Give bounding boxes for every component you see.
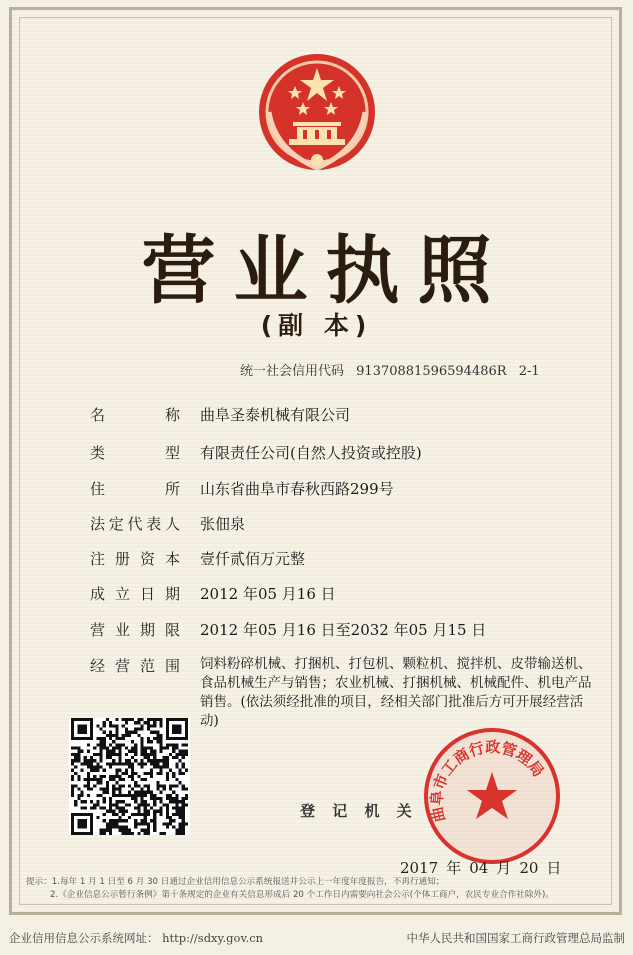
field-label-scope: 经营范围: [90, 657, 180, 675]
field-label-address: 住 所: [90, 480, 180, 498]
qr-code: [69, 718, 190, 835]
field-value-name: 曲阜圣泰机械有限公司: [200, 406, 351, 424]
field-label-capital: 注册资本: [90, 550, 180, 568]
issue-month-unit: 月: [496, 859, 512, 877]
note-line-1: 提示：1.每年 1 月 1 日至 6 月 30 日通过企业信用信息公示系统报送并公示上一年度年度报告，不再行通知；: [26, 877, 445, 887]
field-label-name: 名 称: [90, 406, 180, 424]
national-emblem-icon: [255, 50, 379, 174]
field-value-type: 有限责任公司(自然人投资或控股): [200, 444, 422, 462]
field-label-legal-rep: 法定代表人: [90, 515, 180, 533]
field-value-address: 山东省曲阜市春秋西路299号: [200, 480, 394, 498]
copy-number: 2-1: [518, 364, 540, 379]
field-value-capital: 壹仟贰佰万元整: [200, 550, 306, 568]
seal-text: 曲阜市工商行政管理局: [427, 738, 548, 824]
registration-authority-label: 登 记 机 关: [300, 802, 418, 820]
issue-year-unit: 年: [446, 859, 462, 877]
credit-code-label: 统一社会信用代码: [240, 364, 345, 379]
note-line-2: 2.《企业信息公示暂行条例》第十条规定的企业有关信息形成后 20 个工作日内需要向社会公示(个体工商户，农民专业合作社除外)。: [50, 890, 554, 900]
footer-issuer: 中华人民共和国国家工商行政管理总局监制: [406, 931, 625, 945]
issue-day: 20: [519, 859, 539, 877]
official-seal-icon: [418, 722, 566, 870]
issue-day-unit: 日: [546, 859, 562, 877]
issue-year: 2017: [400, 859, 439, 877]
document-subtitle: (副 本): [260, 311, 373, 340]
credit-code-value: 91370881596594486R: [356, 364, 507, 379]
field-value-legal-rep: 张佃泉: [200, 515, 246, 533]
issue-date: [400, 857, 569, 878]
field-label-established: 成立日期: [90, 585, 180, 603]
issue-month: 04: [469, 859, 489, 877]
credit-code-line: [240, 360, 540, 379]
footer-website: 企业信用信息公示系统网址： http://sdxy.gov.cn: [9, 931, 264, 945]
notes-block: [26, 876, 606, 902]
field-value-term: 2012 年05 月16 日至2032 年05 月15 日: [200, 621, 487, 639]
field-label-type: 类 型: [90, 444, 180, 462]
field-value-scope: 饲料粉碎机械、打捆机、打包机、颗粒机、搅拌机、皮带输送机、食品机械生产与销售；农业机械、打捆机械、机械配件、机电产品销售。(依法须经批准的项目，经相关部门批准后方可开展经营活动): [200, 656, 592, 729]
document-title: 营业执照: [141, 228, 510, 314]
field-value-established: 2012 年05 月16 日: [200, 585, 336, 603]
field-label-term: 营业期限: [90, 621, 180, 639]
